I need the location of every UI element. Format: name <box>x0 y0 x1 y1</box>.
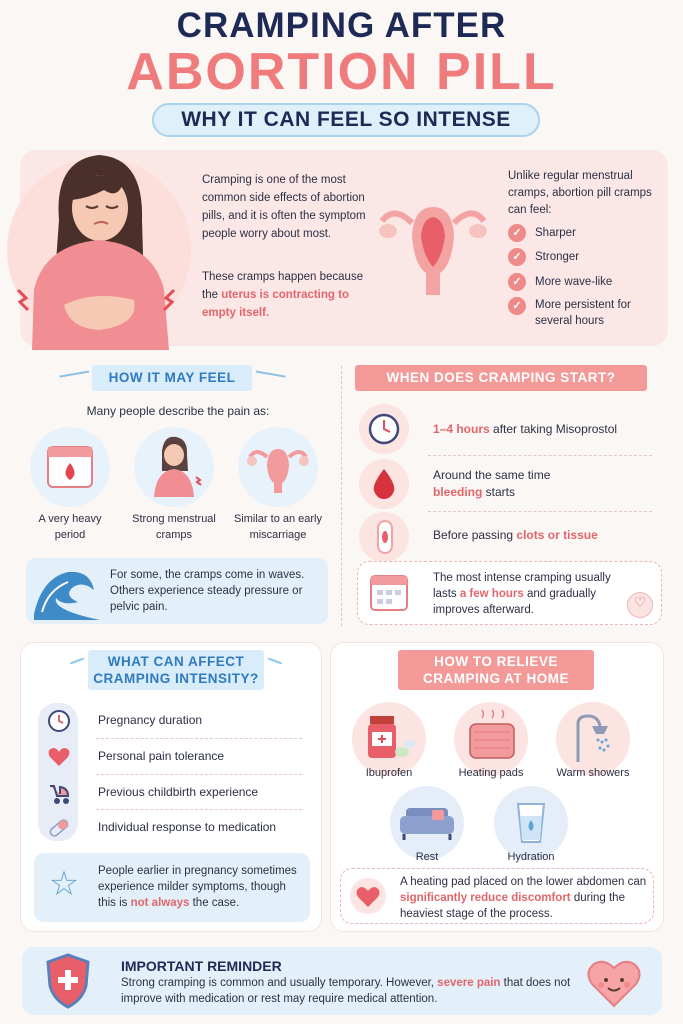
relieve-heading: HOW TO RELIEVE CRAMPING AT HOME <box>398 650 594 690</box>
feel-list-item: ✓ Stronger <box>508 248 579 266</box>
subtitle-pill: WHY IT CAN FEEL SO INTENSE <box>152 103 540 137</box>
intro-paragraph-2: These cramps happen because the uterus is contracting to empty itself. <box>202 271 364 319</box>
ibuprofen-icon <box>360 708 420 768</box>
woman-cramps-icon-circle <box>134 427 214 507</box>
row-divider <box>96 809 302 810</box>
calendar-drop-icon <box>30 427 110 507</box>
uterus-small-icon-circle <box>238 427 318 507</box>
start-row-2: Around the same time bleeding starts <box>433 468 551 499</box>
relief-item-warm-showers: Warm showers <box>556 767 630 779</box>
reminder-text: Strong cramping is common and usually temporary. However, severe pain that does not improve with medication or rest may require medical attention. <box>121 977 571 1005</box>
relief-item-ibuprofen: Ibuprofen <box>365 767 413 779</box>
wave-note-text: For some, the cramps come in waves. Others experience steady pressure or pelvic pain. <box>110 569 305 613</box>
how-it-feels-heading: HOW IT MAY FEEL <box>92 365 252 391</box>
feel-lead-text: Many people describe the pain as: <box>86 404 270 418</box>
blood-drop-icon <box>370 466 398 502</box>
affect-item-medication-response: Individual response to medication <box>98 820 277 834</box>
title-line-2: ABORTION PILL <box>126 43 557 101</box>
stroller-icon <box>46 780 72 806</box>
reminder-heading: IMPORTANT REMINDER <box>121 958 282 974</box>
title-line-1: CRAMPING AFTER <box>176 6 507 45</box>
clock-icon <box>366 411 402 447</box>
calendar-icon <box>368 570 410 614</box>
sofa-icon <box>396 796 458 850</box>
medical-shield-icon <box>44 952 92 1010</box>
heart-icon <box>350 878 386 914</box>
row-divider <box>428 455 652 456</box>
row-divider <box>428 511 652 512</box>
shower-icon <box>564 708 624 768</box>
feel-item-miscarriage: Similar to an early miscarriage <box>233 513 323 541</box>
intro-right-text: Unlike regular menstrual cramps, abortion pill cramps can feel: <box>508 170 652 216</box>
clock-icon <box>46 708 72 734</box>
feel-list-item: ✓ Sharper <box>508 224 576 242</box>
cramping-start-heading: WHEN DOES CRAMPING START? <box>355 365 647 391</box>
check-icon: ✓ <box>508 224 526 242</box>
start-row-1: 1–4 hours after taking Misoprostol <box>433 422 618 436</box>
glass-of-water-icon <box>504 796 558 850</box>
feel-list-item: ✓ More persistent for several hours <box>508 297 658 329</box>
relief-item-heating-pads: Heating pads <box>458 767 524 779</box>
woman-in-pain-illustration <box>4 140 194 350</box>
check-icon: ✓ <box>508 248 526 266</box>
smiling-heart-icon <box>584 952 644 1010</box>
vertical-divider <box>341 366 342 626</box>
heart-icon: ♡ <box>633 594 647 610</box>
star-icon: ☆ <box>48 865 80 903</box>
intro-paragraph-1: Cramping is one of the most common side effects of abortion pills, and it is often the symptom people worry about most. <box>202 174 366 240</box>
wave-icon <box>34 562 100 620</box>
uterus-icon <box>374 195 492 305</box>
pill-icon <box>46 815 72 841</box>
heating-pad-note: A heating pad placed on the lower abdomen can significantly reduce discomfort during the heaviest stage of the process. <box>400 876 647 920</box>
uterus-small-icon <box>238 427 318 507</box>
affect-item-pregnancy-duration: Pregnancy duration <box>98 713 203 727</box>
row-divider <box>96 738 302 739</box>
pad-icon <box>372 517 398 557</box>
affect-item-childbirth: Previous childbirth experience <box>98 785 259 799</box>
check-icon: ✓ <box>508 273 526 291</box>
heating-pad-icon <box>462 708 522 768</box>
woman-cramps-icon <box>134 427 214 507</box>
row-divider <box>96 774 302 775</box>
feel-item-heavy-period: A very heavy period <box>38 513 102 541</box>
affect-item-pain-tolerance: Personal pain tolerance <box>98 749 225 763</box>
feel-list-item: ✓ More wave-like <box>508 273 612 291</box>
feel-item-menstrual-cramps: Strong menstrual cramps <box>132 513 216 541</box>
start-row-3: Before passing clots or tissue <box>433 528 598 542</box>
calendar-drop-icon-circle <box>30 427 110 507</box>
relief-item-rest: Rest <box>415 851 439 863</box>
affect-note-text: People earlier in pregnancy sometimes experience milder symptoms, though this is not always the case. <box>98 865 297 909</box>
relief-item-hydration: Hydration <box>507 851 555 863</box>
heart-icon <box>46 744 72 770</box>
check-icon: ✓ <box>508 297 526 315</box>
affect-intensity-heading: WHAT CAN AFFECT CRAMPING INTENSITY? <box>88 650 264 690</box>
intense-cramping-note: The most intense cramping usually lasts a few hours and gradually improves afterward. <box>433 572 611 616</box>
